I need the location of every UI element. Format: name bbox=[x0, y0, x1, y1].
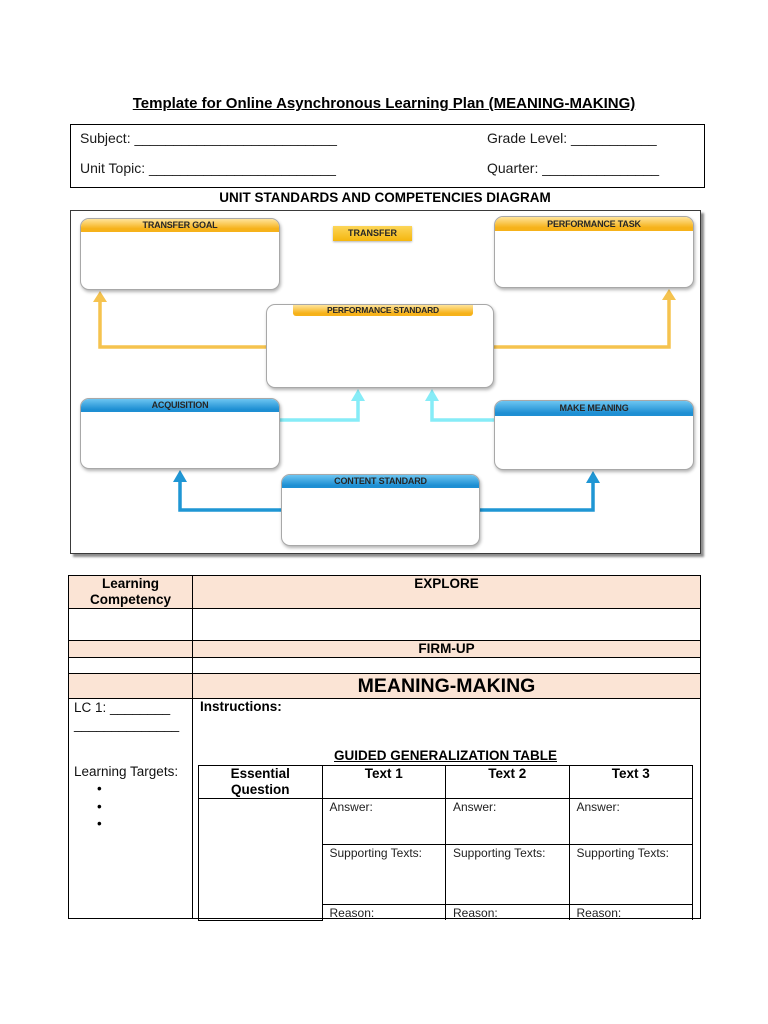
table-header-row bbox=[199, 766, 693, 799]
transfer-goal-box bbox=[80, 218, 280, 290]
subject-field: Subject: __________________________ bbox=[80, 130, 337, 146]
learning-plan-table bbox=[68, 575, 701, 919]
quarter-field: Quarter: _______________ bbox=[487, 160, 660, 176]
bullet: • bbox=[97, 781, 102, 796]
arrowhead-up bbox=[662, 289, 676, 300]
arrow-acquisition-to-performance-standard bbox=[279, 389, 365, 420]
unit-topic-field: Unit Topic: ________________________ bbox=[80, 160, 336, 176]
text-2-answer: Answer: bbox=[446, 799, 570, 845]
meaning-making-content bbox=[193, 699, 700, 918]
firm-up-row bbox=[69, 658, 701, 674]
text-3-supporting: Supporting Texts: bbox=[569, 845, 693, 905]
arrow-make-meaning-to-performance-standard bbox=[425, 389, 495, 420]
learning-competency-header: Learning Competency bbox=[69, 576, 193, 609]
explore-competency-cell bbox=[69, 609, 193, 641]
make-meaning-box bbox=[494, 400, 694, 470]
performance-task-box bbox=[494, 216, 694, 288]
meaning-making-header-row bbox=[69, 674, 701, 699]
grade-level-field: Grade Level: ___________ bbox=[487, 130, 657, 146]
bullet: • bbox=[97, 816, 102, 831]
learning-targets-label: Learning Targets: bbox=[74, 764, 179, 779]
list-item bbox=[97, 798, 192, 816]
performance-standard-label: PERFORMANCE STANDARD bbox=[293, 305, 473, 316]
list-item bbox=[97, 815, 192, 833]
text-2-header: Text 2 bbox=[446, 766, 570, 799]
arrow-line bbox=[493, 299, 669, 347]
arrow-performance-standard-to-transfer-goal bbox=[93, 291, 267, 347]
acquisition-label: ACQUISITION bbox=[81, 399, 279, 412]
meaning-making-header: MEANING-MAKING bbox=[193, 674, 701, 699]
firm-up-header: FIRM-UP bbox=[193, 641, 701, 658]
firm-up-competency-cell bbox=[69, 658, 193, 674]
meaning-making-row bbox=[69, 699, 701, 919]
firm-up-content-cell bbox=[193, 658, 701, 674]
acquisition-box bbox=[80, 398, 280, 469]
unit-info-box bbox=[70, 124, 705, 188]
meaning-making-left-cell bbox=[69, 674, 193, 699]
transfer-goal-label: TRANSFER GOAL bbox=[81, 219, 279, 232]
guided-generalization-table bbox=[198, 765, 693, 921]
arrowhead-up bbox=[93, 291, 107, 302]
explore-header: EXPLORE bbox=[193, 576, 701, 609]
explore-row bbox=[69, 609, 701, 641]
text-1-reason: Reason: bbox=[322, 905, 446, 921]
instructions-label: Instructions: bbox=[200, 699, 282, 714]
arrow-line bbox=[479, 482, 593, 510]
performance-standard-box bbox=[266, 304, 494, 388]
performance-task-label: PERFORMANCE TASK bbox=[495, 217, 693, 231]
text-3-reason: Reason: bbox=[569, 905, 693, 921]
text-1-answer: Answer: bbox=[322, 799, 446, 845]
arrow-line bbox=[180, 481, 282, 510]
document-title: Template for Online Asynchronous Learning Plan (MEANING-MAKING) bbox=[132, 95, 636, 112]
arrow-performance-standard-to-performance-task bbox=[493, 289, 676, 347]
firm-up-left-cell bbox=[69, 641, 193, 658]
learning-competency-cell bbox=[69, 699, 193, 919]
text-3-answer: Answer: bbox=[569, 799, 693, 845]
content-standard-box bbox=[281, 474, 480, 546]
guided-generalization-title: GUIDED GENERALIZATION TABLE bbox=[334, 748, 557, 763]
arrow-line bbox=[100, 301, 267, 347]
lc1-blank-line: ______________ bbox=[74, 717, 180, 732]
text-2-supporting: Supporting Texts: bbox=[446, 845, 570, 905]
arrow-content-standard-to-make-meaning bbox=[479, 471, 600, 510]
text-1-header: Text 1 bbox=[322, 766, 446, 799]
text-2-reason: Reason: bbox=[446, 905, 570, 921]
diagram-heading: UNIT STANDARDS AND COMPETENCIES DIAGRAM bbox=[219, 190, 551, 205]
explore-header-row bbox=[69, 576, 701, 609]
transfer-label: TRANSFER bbox=[333, 226, 412, 241]
arrow-line bbox=[432, 400, 495, 420]
bullet: • bbox=[97, 798, 102, 814]
arrow-line bbox=[279, 400, 358, 420]
text-3-header: Text 3 bbox=[569, 766, 693, 799]
list-item bbox=[97, 780, 192, 798]
essential-question-cell bbox=[199, 799, 323, 921]
make-meaning-label: MAKE MEANING bbox=[495, 401, 693, 416]
standards-diagram bbox=[70, 210, 701, 554]
explore-content-cell bbox=[193, 609, 701, 641]
arrow-content-standard-to-acquisition bbox=[173, 470, 282, 510]
firm-up-header-row bbox=[69, 641, 701, 658]
arrowhead-up bbox=[351, 389, 365, 401]
arrowhead-up bbox=[173, 470, 187, 482]
meaning-making-content-cell bbox=[193, 699, 701, 919]
answer-row bbox=[199, 799, 693, 845]
arrowhead-up bbox=[425, 389, 439, 401]
arrowhead-up bbox=[586, 471, 600, 483]
essential-question-header: Essential Question bbox=[199, 766, 323, 799]
text-1-supporting: Supporting Texts: bbox=[322, 845, 446, 905]
learning-targets-list bbox=[74, 780, 192, 833]
content-standard-label: CONTENT STANDARD bbox=[282, 475, 479, 488]
lc1-line: LC 1: ________ bbox=[74, 700, 171, 715]
